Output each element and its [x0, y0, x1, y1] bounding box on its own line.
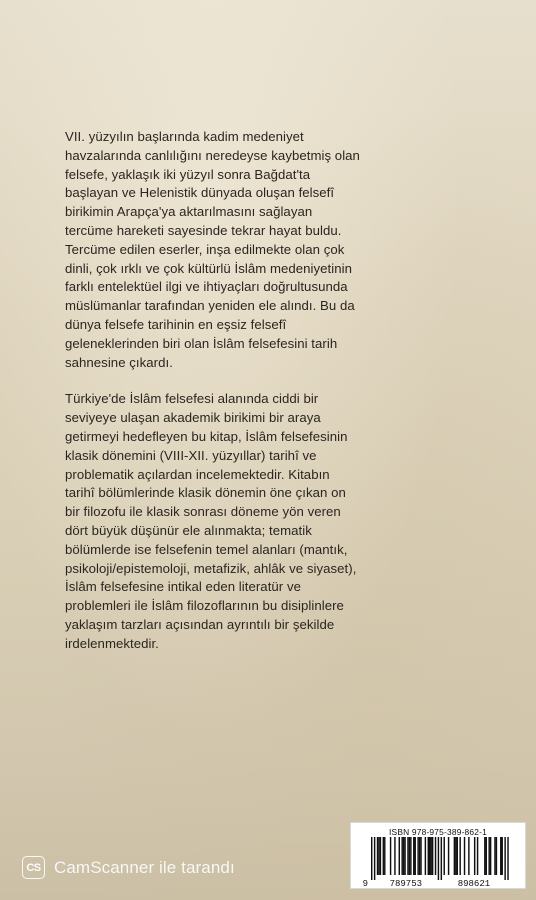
barcode-bar	[415, 837, 416, 875]
barcode-bar	[401, 837, 402, 875]
barcode-bar	[486, 837, 487, 875]
barcode-bar	[378, 837, 379, 875]
barcode-bar	[417, 837, 418, 875]
barcode-bar	[474, 837, 475, 875]
barcode-bar	[403, 837, 404, 875]
watermark-text: CamScanner ile tarandı	[54, 857, 235, 877]
barcode-bar	[484, 837, 485, 875]
isbn-barcode	[350, 822, 526, 889]
barcode-bar	[429, 837, 430, 875]
isbn-label: ISBN 978-975-389-862-1	[389, 827, 487, 837]
barcode-bar	[413, 837, 414, 875]
barcode-bar	[425, 837, 426, 875]
barcode-bar	[441, 837, 442, 880]
barcode-digits: 898621	[457, 879, 491, 887]
barcode-bar	[502, 837, 503, 875]
barcode-bar	[399, 837, 400, 875]
barcode-bar	[468, 837, 469, 875]
barcode-bar	[438, 837, 439, 880]
barcode-bar	[494, 837, 495, 875]
barcode-bar	[428, 837, 429, 875]
camscanner-logo-icon: CS	[22, 856, 45, 879]
barcode-bar	[455, 837, 456, 875]
barcode-bar	[410, 837, 411, 875]
blurb-paragraph-2: Türkiye'de İslâm felsefesi alanında ciddi bir seviyeye ulaşan akademik birikimi bir araya getirmeyi hedefleyen bu kitap, İslâm felsefesinin klasik dönemini (VIII-XII. yüzyıllar) tarihî ve problematik açılardan incelemektedir. Kitabın tarihî bölümlerinde klasik dönemin öne çıkan on bir filozofu ile klasik sonrası döneme yön veren dört büyük düşünür ele alınmakta; tematik bölümlerde ise felsefenin temel alanları (mantık, psikoloji/epistemoloji, metafizik, ahlâk ve siyaset), İslâm felsefesine intikal eden literatür ve problemleri ile İslâm filozoflarının bu disiplinlere yaklaşım tarzları açısından ayrıntılı bir şekilde irdelenmektedir.	[65, 391, 357, 651]
barcode-bar	[383, 837, 384, 875]
barcode-bar	[377, 837, 378, 875]
barcode-bar	[390, 837, 391, 875]
barcode-bar	[454, 837, 455, 875]
barcode-digits: 789753	[389, 879, 423, 887]
barcode-bar	[420, 837, 421, 875]
camscanner-watermark	[22, 856, 235, 879]
barcode-bar	[404, 837, 405, 875]
barcode-bar	[444, 837, 445, 875]
barcode-bar	[504, 837, 505, 880]
barcode-bar	[371, 837, 372, 880]
barcode-bar	[459, 837, 460, 875]
barcode-bar	[507, 837, 508, 880]
barcode-bar	[496, 837, 497, 875]
barcode-bar	[380, 837, 381, 875]
barcode-bar	[490, 837, 491, 875]
barcode-bar	[384, 837, 385, 875]
barcode-bar	[500, 837, 501, 875]
barcode-bar	[448, 837, 449, 875]
barcode-bar	[457, 837, 458, 875]
barcode-bar	[488, 837, 489, 875]
barcode-bar	[430, 837, 431, 875]
barcode-bar	[409, 837, 410, 875]
barcode-graphic	[361, 837, 517, 887]
barcode-bar	[419, 837, 420, 875]
barcode-bar	[464, 837, 465, 875]
barcode-digits: 9	[362, 879, 368, 887]
back-cover-blurb	[65, 128, 400, 654]
barcode-bar	[477, 837, 478, 875]
barcode-bar	[374, 837, 375, 880]
barcode-bar	[407, 837, 408, 875]
barcode-bar	[432, 837, 433, 875]
barcode-bar	[435, 837, 436, 875]
barcode-bar	[394, 837, 395, 875]
blurb-paragraph-1: VII. yüzyılın başlarında kadim medeniyet havzalarında canlılığını neredeyse kaybetmiş olan felsefe, yaklaşık iki yüzyıl sonra Bağdat'ta başlayan ve Helenistik dünyada oluşan felsefî birikimin Arapça'ya aktarılmasını sağlayan tercüme hareketi sayesinde tekrar hayat buldu. Tercüme edilen eserler, inşa edilmekte olan çok dinli, çok ırklı ve çok kültürlü İslâm medeniyetinin farklı entelektüel ilgi ve ihtiyaçları doğrultusunda müslümanlar tarafından yeniden ele alındı. Bu da dünya felsefe tarihinin en eşsiz felsefî geleneklerinden biri olan İslâm felsefesini tarih sahnesine çıkardı.	[65, 129, 360, 370]
